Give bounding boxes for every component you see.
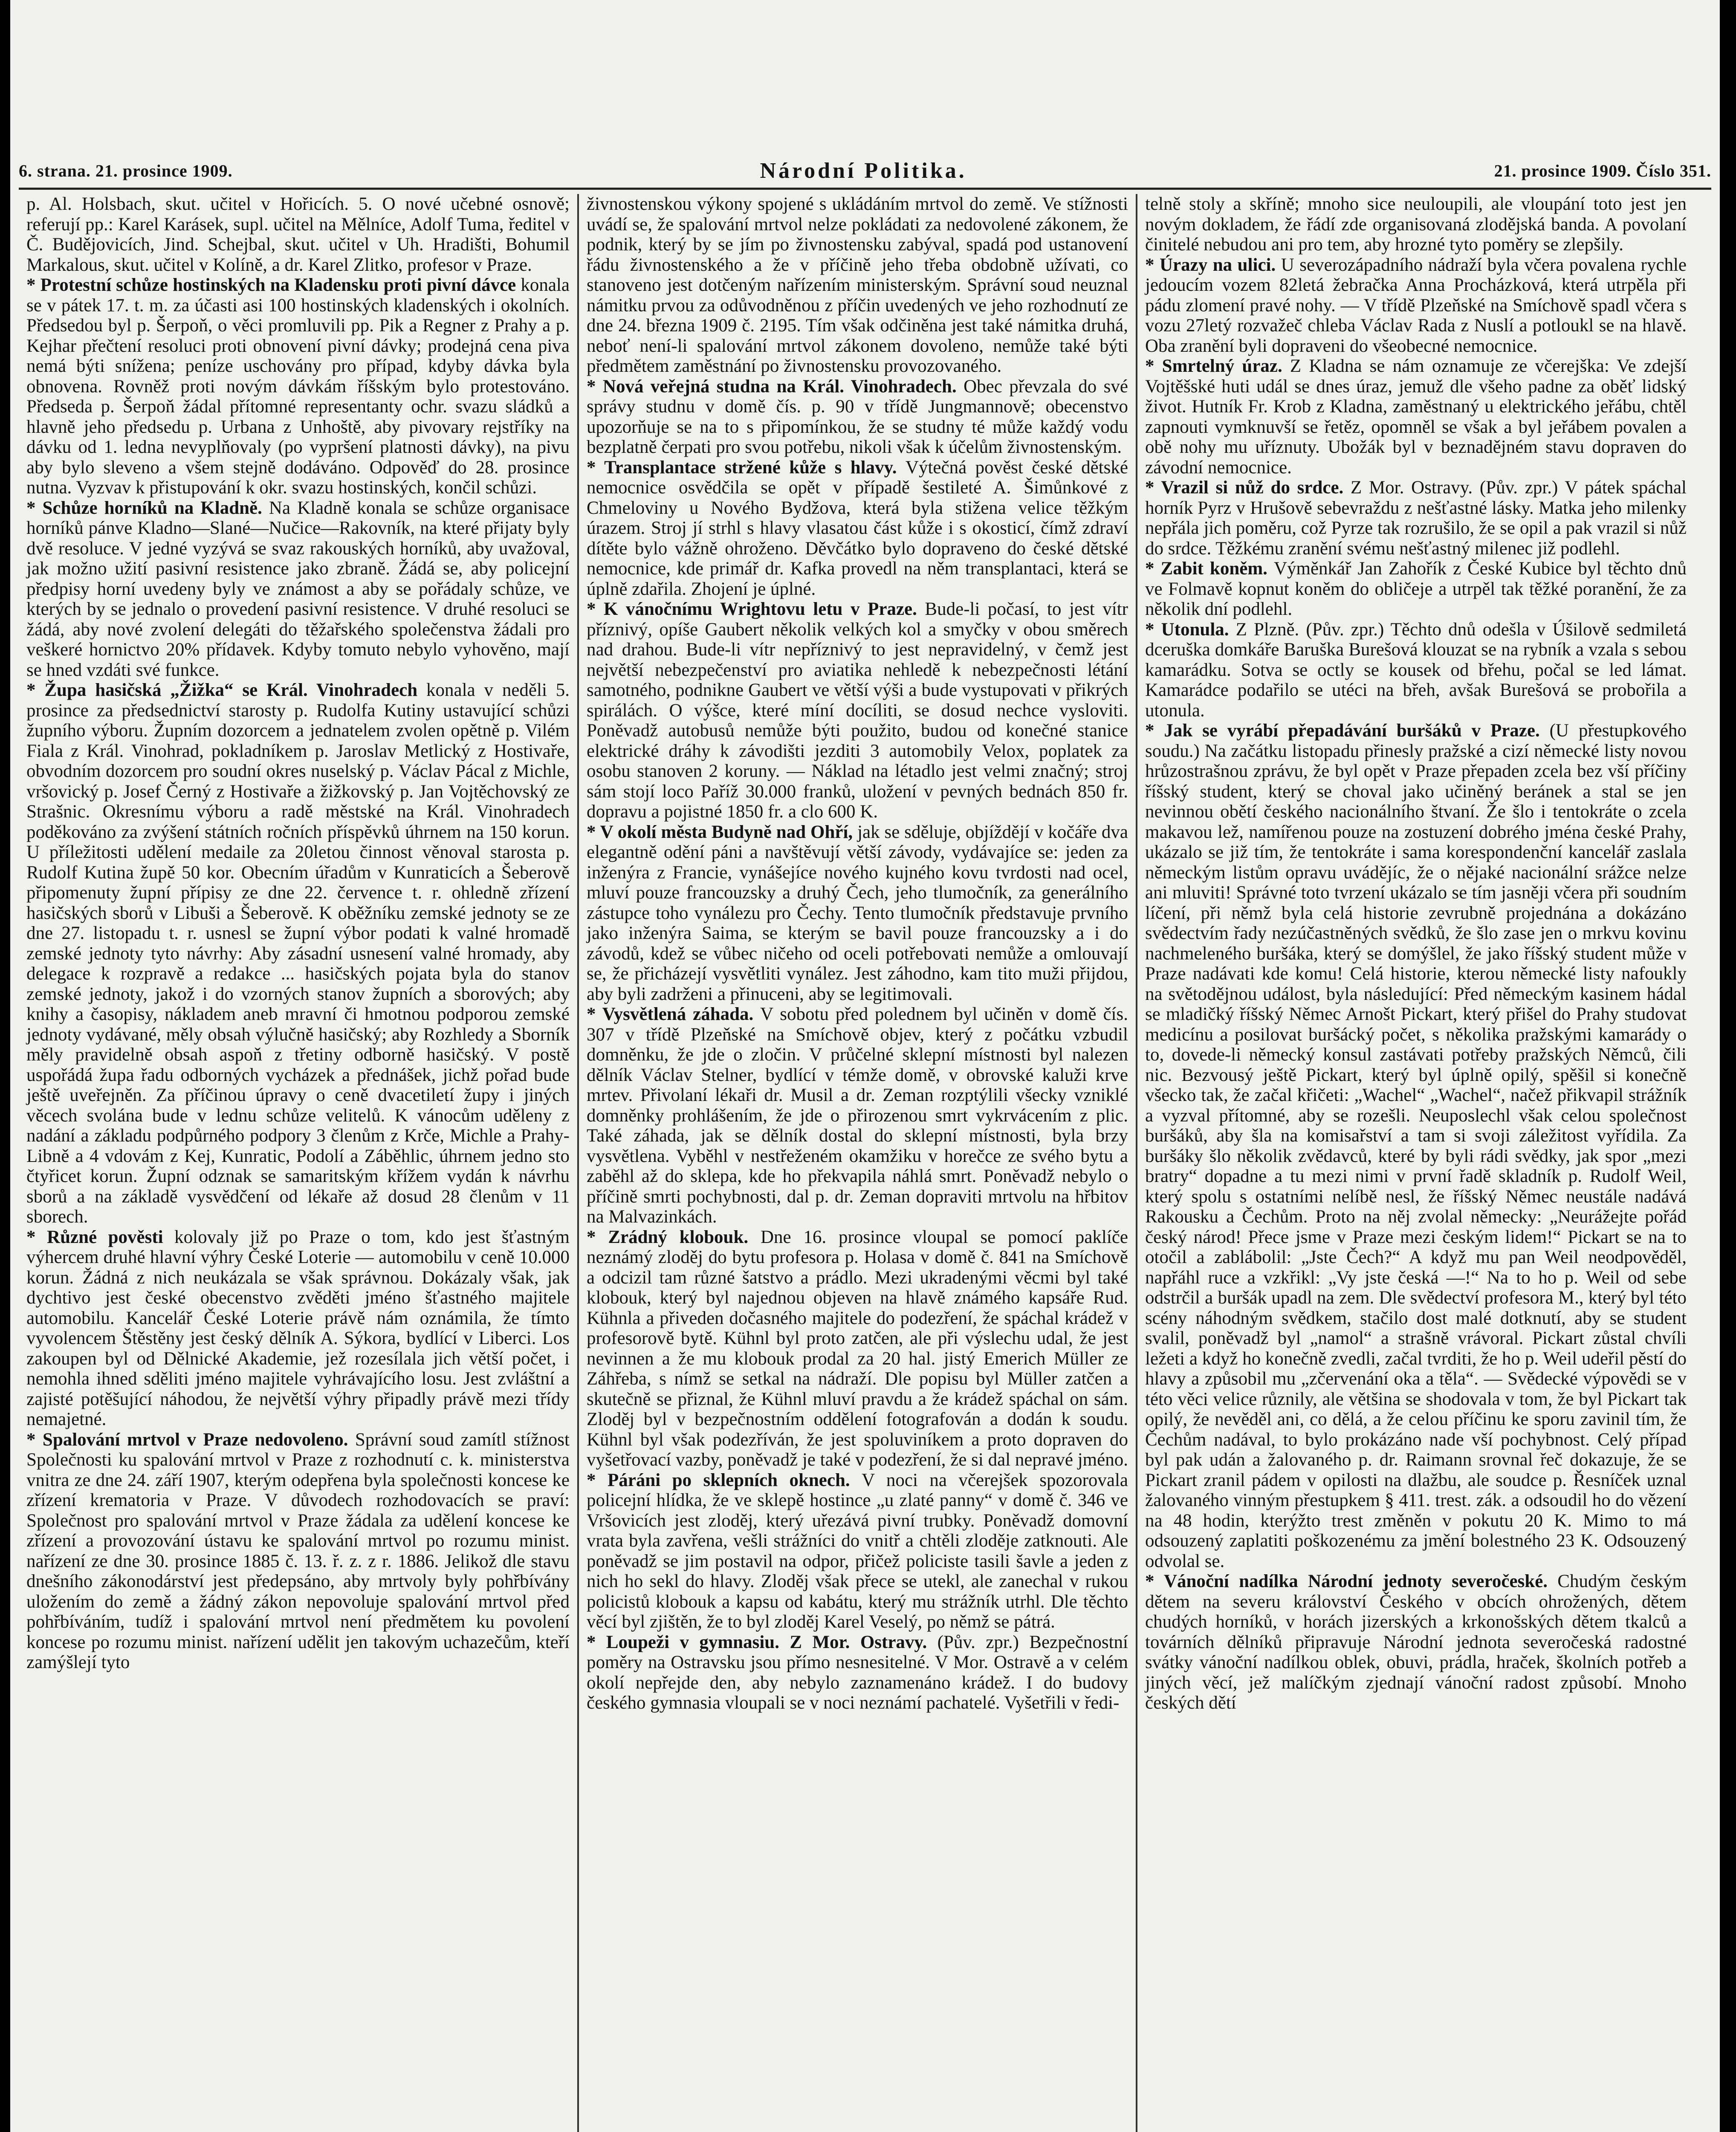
article-paragraph [1145,559,1687,620]
article-paragraph [1145,194,1687,255]
article-headline: * Schůze horníků na Kladně. [26,498,269,518]
article-paragraph [587,1470,1128,1632]
article-paragraph [26,1227,570,1430]
article-headline: * Spalování mrtvol v Praze nedovoleno. [26,1429,355,1450]
article-paragraph [26,275,570,498]
article-paragraph [1145,356,1687,478]
article-text: Obec převzala do své správy studnu v domě čís. p. 90 v třídě Jungmannově; obecenstvo upozorňuje se na to s připomínkou, že se studny té může každý vodu bezplatně čerpati pro svou potřebu, nikoli však k účelům živnostenským. [587,376,1128,457]
article-headline: * Župa hasičská „Žižka“ se Král. Vinohradech [26,680,427,700]
article-paragraph [587,458,1128,600]
article-paragraph [587,377,1128,458]
article-paragraph [1145,255,1687,356]
article-columns [19,194,1711,2132]
article-text: V sobotu před polednem byl učiněn v domě čís. 307 v třídě Plzeňské na Smíchově objev, který z počátku vzbudil domněnku, že jde o zločin. V průčelné sklepní místnosti byl nalezen dělník Václav Stelner, bydlící v témže domě, v obrovské kaluži krve mrtev. Přivolaní lékaři dr. Musil a dr. Zeman rozptýlili všecky vzniklé domněnky prohlášením, že jde o přirozenou smrt vykrvácením z plic. Také záhada, jak se dělník dostal do sklepní místnosti, byla brzy vysvětlena. Vyběhl v nestřeženém okamžiku v horečce ze svého bytu a zaběhl až do sklepa, kde ho překvapila náhlá smrt. Poněvadž nebylo o příčině smrti pochybnosti, dal p. dr. Zeman dopraviti mrtvolu na hřbitov na Malvazinkách. [587,1004,1128,1227]
article-text: telně stoly a skříně; mnoho sice neuloupili, ale vloupání toto jest jen novým dokladem, že řádí zde organisovaná zlodějská banda. A povolaní činitelé nebudou ani pro tem, aby hrozné tyto poměry se zlepšily. [1145,194,1687,255]
article-paragraph [587,822,1128,1005]
article-text: kolovaly již po Praze o tom, kdo jest šťastným výhercem druhé hlavní výhry České Loterie — automobilu v ceně 10.000 korun. Žádná z nich neukázala se však správnou. Dokázaly však, jak dychtivo jest české obecenstvo zvěděti jméno šťastného majitele automobilu. Kancelář České Loterie právě nám oznámila, že tímto vyvolencem Štěstěny jest český dělník A. Sýkora, bydlící v Liberci. Los zakoupen byl od Dělnické Akademie, jež rozesílala jich větší počet, i nemohla ihned sděliti jméno majitele vyhrávajícího losu. Jest zvláštní a zajisté potěšující náhodou, že největší výhry připadly právě mezi třídy nemajetné. [26,1227,570,1429]
article-headline: * Utonula. [1145,619,1236,640]
masthead-title: Národní Politika. [760,158,967,183]
article-paragraph [1145,1571,1687,1713]
article-paragraph [587,194,1128,377]
article-paragraph [1145,721,1687,1571]
article-paragraph [1145,620,1687,721]
article-text: Z Plzně. (Pův. zpr.) Těchto dnů odešla v Úšilově sedmiletá dceruška domkáře Baruška Burešová klouzat se na rybník a vzala s sebou kamarádku. Sotva se octly se kousek od břehu, počal se led lámat. Kamarádce podařilo se utéci na břeh, avšak Burešová se probořila a utonula. [1145,619,1687,721]
article-headline: * V okolí města Budyně nad Ohří, [587,822,858,842]
article-paragraph [26,1430,570,1673]
article-paragraph [1145,478,1687,559]
article-headline: * K vánočnímu Wrightovu letu v Praze. [587,599,925,619]
column-3 [1136,194,1694,2132]
article-headline: * Vrazil si nůž do srdce. [1145,478,1351,498]
article-paragraph [587,1227,1128,1470]
article-headline: * Vysvětlená záhada. [587,1004,761,1024]
article-headline: * Různé pověsti [26,1227,175,1247]
header-date-left: 6. strana. 21. prosince 1909. [19,161,233,180]
article-paragraph [587,1004,1128,1227]
article-text: Z Kladna se nám oznamuje ze včerejška: Ve zdejší Vojtěšské huti udál se dnes úraz, jemuž dle všeho padne za oběť lidský život. Hutník Fr. Krob z Kladna, zaměstnaný u elektrického jeřábu, chtěl zapnouti vymknuvší se řetěz, opomněl se však a byl jeřábem povalen a obě nohy mu uříznuty. Ubožák byl v beznadějném stavu dopraven do závodní nemocnice. [1145,356,1687,478]
article-text: U severozápadního nádraží byla včera povalena rychle jedoucím vozem 82letá žebračka Anna Procházková, která utrpěla při pádu zlomení pravé nohy. — V třídě Plzeňské na Smíchově spadl včera s vozu 27letý rozvažeč chleba Václav Rada z Nuslí a potloukl se na hlavě. Oba zranění byli dopraveni do všeobecné nemocnice. [1145,255,1687,356]
article-text: (U přestupkového soudu.) Na začátku listopadu přinesly pražské a cizí německé listy novou hrůzostrašnou zprávu, že byl opět v Praze přepaden zcela bez vší příčiny říšský student, který se choval jako učiněný beránek a stal se jen nevinnou obětí českého nacionálního štvaní. Že šlo i tentokráte o zcela makavou lež, namířenou pouze na zostuzení dobrého jména české Prahy, ukázalo se již tím, že tentokráte i sama korespondenční kancelář zaslala německým listům opravu uvádějíc, že o nějaké nacionální srážce nelze ani mluviti! Správné toto tvrzení ukázalo se tím jasněji včera při soudním líčení, při němž byla celá historie zevrubně projednána a dokázáno svědectvím řady nezúčastněných svědků, že šlo zase jen o mrkvu kovinu nachmeleného buršáka, který se domýšlel, že jako říšský student může v Praze nadávati kde komu! Celá historie, kterou německé listy nafoukly na světodějnou událost, byla následující: Před německým kasinem hádal se mladičký říšský Němec Arnošt Pickart, který přišel do Prahy studovat medicínu a posilovat buršácký počet, s několika pražskými kamarády o to, dovede-li německý konsul zastávati potřeby pražských Němců, čili nic. Bezvousý ještě Pickart, který byl úplně opilý, spěšil si konečně všecko tak, že začal křičeti: „Wachel“ „Wachel“, načež přikvapil strážník a vyzval přítomné, aby se rozešli. Neuposlechl však celou společnost buršáků, aby šla na komisařství a tam si svoji záležitost vyřídila. Za buršáky šlo několik zvědavců, které by byli rádi svědky, jak spor „mezi bratry“ dopadne a tu mezi nimi v první řadě skladník p. Rudolf Weil, který spolu s ostatními nelíbě nesl, že říšský Němec neustále nadává Rakousku a Čechům. Proto na něj zvolal německy: „Neurážejte pořád český národ! Přece jsme v Praze mezi českým lidem!“ Pickart se na to otočil a zablábolil: „Jste Čech?“ A když mu pan Weil neodpověděl, napřáhl ruce a vzkřikl: „Vy jste česká —!“ Na to ho p. Weil od sebe odstrčil a buršák upadl na zem. Dle svědectví profesora M., který byl této scény náhodným svědkem, stačilo dost malé dotknutí, aby se student svalil, poněvadž byl „namol“ a strašně vrávoral. Pickart zůstal chvíli ležeti a když ho konečně zvedli, začal tvrditi, že ho p. Weil udeřil pěstí do hlavy a způsobil mu „zčervenání oka a těla“. — Svědecké výpovědi se v této věci velice různily, ale většina se shodovala v tom, že byl Pickart tak opilý, že nevěděl ani, co dělá, a že celou příčinu ke sporu zavinil tím, že Čechům nadával, to bylo prokázáno nade vší pochybnost. Celý případ byl pak udán a žalovaného p. dr. Raimann srovnal řeč dokazuje, že se Pickart zranil pádem v opilosti na dlažbu, ale soudce p. Řesníček uznal žalovaného vinným přestupkem § 411. trest. zák. a odsoudil ho do vězení na 48 hodin, kterýžto trest změněn v pokutu 20 K. Mimo to má odsouzený zaplatiti poškozenému za jmění bolestného 23 K. Odsouzený odvolal se. [1145,721,1687,1571]
article-text: (Pův. zpr.) Bezpečnostní poměry na Ostravsku jsou přímo nesnesitelné. V Mor. Ostravě a v celém okolí nepřejde den, aby nebylo zaznamenáno krádež. I do budovy českého gymnasia vloupali se v noci neznámí pachatelé. Vyšetřili v ředi- [587,1632,1128,1713]
article-text: Správní soud zamítl stížnost Společnosti ku spalování mrtvol v Praze z rozhodnutí c. k. ministerstva vnitra ze dne 24. září 1907, kterým odepřena byla společnosti koncese ke zřízení krematoria v Praze. V důvodech rozhodovacích se praví: Společnost pro spalování mrtvol v Praze žádala za udělení koncese ke zřízení a provozování ústavu ke spalování mrtvol po rozumu minist. nařízení ze dne 30. prosince 1885 č. 13. ř. z. z r. 1886. Jelikož dle stavu dnešního zákonodárství jest předepsáno, aby mrtvoly byly pohřbívány uložením do země a žádný zákon nepovoluje spalování mrtvol před pohřbíváním, tudíž i spalování mrtvol není předmětem ku povolení koncese po rozumu minist. nařízení udělit jen takovým uchazečům, kteří zamýšlejí tyto [26,1429,570,1672]
article-headline: * Nová veřejná studna na Král. Vinohradech. [587,376,964,397]
article-text: jak se sděluje, objíždějí v kočáře dva elegantně odění páni a navštěvují větší závody, vydávajíce se: jeden za inženýra z Francie, vynášejíce nového kujného kovu tvrdosti nad ocel, mluví pouze francouzsky a druhý Čech, jeho tlumočník, za generálního zástupce toho vynálezu pro Čechy. Tento tlumočník představuje prvního jako inženýra Saima, se kterým se bavil pouze francouzsky a i do závodů, kdež se vůbec ničeho od oceli potřebovati nemůže a omlouvají se, že přicházejí vysvětliti vynález. Jest záhodno, kam tito muži přijdou, aby byli zadrženi a přinuceni, aby se legitimovali. [587,822,1128,1004]
article-text: Z Mor. Ostravy. (Pův. zpr.) V pátek spáchal horník Pyrz v Hrušově sebevraždu z nešťastné lásky. Matka jeho milenky nepřála jich poměru, což Pyrze tak rozrušilo, že se opil a pak vrazil si nůž do srdce. Těžkému zranění svému nešťastný milenec již podlehl. [1145,478,1687,559]
article-headline: * Zabit koněm. [1145,559,1274,579]
column-1 [19,194,577,2132]
article-text: Na Kladně konala se schůze organisace horníků pánve Kladno—Slané—Nučice—Rakovník, na které přijaty byly dvě resoluce. V jedné vyzývá se svaz rakouských horníků, aby uvažoval, jak možno užití pasivní resistence jako zbraně. Žádá se, aby policejní předpisy horní uvedeny byly ve známost a aby se pořádaly schůze, ve kterých by se jednalo o provedení pasivní resistence. V druhé resoluci se žádá, aby nové zvolení delegáti do těžařského společenstva žádali pro veškeré hornictvo 20% přídavek. Kdyby tomuto nebylo vyhověno, mají se hned vzdáti své funkce. [26,498,570,680]
article-text: živnostenskou výkony spojené s ukládáním mrtvol do země. Ve stížnosti uvádí se, že spalování mrtvol nelze pokládati za nedovolené zákonem, že podnik, který by se jím po živnostensku zabýval, spadá pod ustanovení řádu živnostenského a že v příčině jeho třeba obdobně užívati, co stanoveno jest dotčeným nařízením ministerským. Správní soud neuznal námitku prvou za odůvodněnou z příčin uvedených ve jeho rozhodnutí ze dne 24. března 1909 č. 2195. Tím však odčiněna jest také námitka druhá, neboť není-li spalování mrtvol zákonem dovoleno, nemůže také býti předmětem zaměstnání po živnostensku provozovaného. [587,194,1128,376]
article-paragraph [587,1632,1128,1713]
article-headline: * Transplantace stržené kůže s hlavy. [587,457,906,478]
header-date-right: 21. prosince 1909. Číslo 351. [1494,161,1711,180]
article-text: V noci na včerejšek spozorovala policejní hlídka, že ve sklepě hostince „u zlaté panny“ v domě č. 346 ve Vršovicích jest zloděj, který uřezává pivní trubky. Poněvadž domovní vrata byla zavřena, vešli strážníci do vnitř a chtěli zloděje zatknouti. Ale poněvadž se jim postavil na odpor, přičež policiste tasili šavle a jeden z nich ho sekl do hlavy. Zloděj však přece se utekl, ale zanechal v rukou policistů klobouk a kapsu od kabátu, který mu strážník utrhl. Dle těchto věcí byl zjištěn, že to byl zloděj Karel Veselý, po němž se pátrá. [587,1470,1128,1632]
article-headline: * Vánoční nadílka Národní jednoty severočeské. [1145,1571,1558,1591]
article-headline: * Páráni po sklepních oknech. [587,1470,862,1490]
article-text: p. Al. Holsbach, skut. učitel v Hořicích. 5. O nové učebné osnově; referují pp.: Karel Karásek, supl. učitel na Mělníce, Adolf Tuma, ředitel v Č. Budějovicích, Jind. Schejbal, skut. učitel v Uh. Hradišti, Bohumil Markalous, skut. učitel v Kolíně, a dr. Karel Zlitko, profesor v Praze. [26,194,570,275]
article-paragraph [26,498,570,681]
newspaper-page [10,0,1720,2132]
article-text: konala se v pátek 17. t. m. za účasti asi 100 hostinských kladenských i okolních. Předsedou byl p. Šerpoň, o věci promluvili pp. Pik a Regner z Prahy a p. Kejhar přečtení resoluci proti obnovení pivní dávky; prodejná cena piva nemá býti snížena; peníze uschovány pro případ, kdyby dávka byla obnovena. Rovněž proti novým dávkám říšským bylo protestováno. Předseda p. Šerpoň žádal přítomné representanty ochr. svazu sládků a hlavně jeho předsedu p. Urbana z Unhoště, aby pivovary rejstříky na dávku od 1. ledna nevyplňovaly (po vypršení platnosti dávky), na pivu aby bylo sleveno a všem stejně dodáváno. Odpověď do 28. prosince nutna. Vyzvav k přistupování k okr. svazu hostinských, končil schůzi. [26,275,570,498]
article-text: Dne 16. prosince vloupal se pomocí paklíče neznámý zloděj do bytu profesora p. Holasa v domě č. 841 na Smíchově a odcizil tam různé šatstvo a prádlo. Mezi ukradenými věcmi byl také klobouk, který byl najednou objeven na hlavě známého kapsáře Rud. Kühnla a přiveden dočasného majitele do podezření, že spáchal krádež v profesorově bytě. Kühnl byl proto zatčen, ale při výslechu udal, že jest nevinnen a že mu klobouk prodal za 20 hal. jistý Emerich Müller ze Záhřeba, s nímž se setkal na nádraží. Dle popisu byl Müller zatčen a skutečně se přiznal, že Kühnl mluví pravdu a že krádež spáchal on sám. Zloděj byl v bezpečnostním oddělení fotografován a dodán k soudu. Kühnl byl však podezříván, že jest spoluviníkem a proto dopraven do vyšetřovací vazby, poněvadž je také v podezření, že si dal nepravé jméno. [587,1227,1128,1470]
column-2 [577,194,1136,2132]
article-text: Výměnkář Jan Zahořík z České Kubice byl těchto dnů ve Folmavě kopnut koněm do obličeje a utrpěl tak těžké poranění, že za několik dní podlehl. [1145,559,1687,619]
article-paragraph [587,599,1128,822]
article-headline: * Smrtelný úraz. [1145,356,1290,376]
article-text: Bude-li počasí, to jest vítr příznivý, opíše Gaubert několik velkých kol a smyčky v obou směrech nad drahou. Bude-li vítr nepříznivý to jest nepravidelný, v čemž jest největší nebezpečenství pro aviatika nehledě k nebezpečnosti létání samotného, podnikne Gaubert ve větší výši a bude vystupovati v přikrých spirálách. O výšce, které míní docíliti, se dosud nechce vysloviti. Poněvadž autobusů nemůže býti použito, budou od konečné stanice elektrické dráhy k závodišti jezditi 3 automobily Velox, poplatek za osobu stanoven 2 koruny. — Náklad na létadlo jest velmi značný; stroj sám stojí loco Paříž 30.000 franků, uložení v pevných bednách 850 fr. dopravu a pojistné 1850 fr. a clo 600 K. [587,599,1128,822]
article-headline: * Jak se vyrábí přepadávání buršáků v Praze. [1145,721,1550,741]
article-text: Chudým českým dětem na severu království Českého v obcích ohrožených, dětem chudých horníků, v horách jizerských a krkonošských dětem tkalců a továrních dělníků připravuje Národní jednota severočeská radostné svátky vánoční nadílkou oblek, obuvi, prádla, hraček, školních potřeb a jiných věcí, jež malíčkým zjednají vánoční radost způsobí. Mnoho českých dětí [1145,1571,1687,1713]
article-headline: * Úrazy na ulici. [1145,255,1281,275]
page-header [19,154,1711,190]
article-headline: * Loupeži v gymnasiu. Z Mor. Ostravy. [587,1632,937,1652]
article-headline: * Zrádný klobouk. [587,1227,761,1247]
article-text: konala v neděli 5. prosince za předsednictví starosty p. Rudolfa Kutiny ustavující schůzi župního výboru. Župním dozorcem a jednatelem zvolen opětně p. Vilém Fiala z Král. Vinohrad, pokladníkem p. Jaroslav Metlický z Hostivaře, obvodním dozorcem pro soudní okres nuselský p. Václav Pácal z Michle, vršovický p. Josef Černý z Hostivaře a žižkovský p. Jan Vojtěchovský ze Strašnic. Okresnímu výboru a radě městské na Král. Vinohradech poděkováno za zvýšení státních ročních příspěvků úhrnem na 150 korun. U příležitosti udělení medaile za 20letou činnost věnoval starosta p. Rudolf Kutina župě 50 kor. Obecním úřadům v Kunraticích a Šeberově připomenuty župní přípisy ze dne 22. července t. r. ohledně zřízení hasičských sborů v Libuši a Šeberově. K oběžníku zemské jednoty se ze dne 27. listopadu t. r. usnesl se župní výbor podati k valné hromadě zemské jednoty tyto návrhy: Aby zásadní usnesení valné hromady, aby delegace k rozpravě a redakce ... hasičských pojata byla do stanov zemské jednoty, jakož i do vzorných stanov župních a sborových; aby knihy a časopisy, nákladem aneb mravní či hmotnou podporou zemské jednoty vydávané, měly obsah výlučně hasičský; aby Rozhledy a Sborník měly pravidelně obsah aspoň z třetiny odborně hasičský. V postě uspořádá župa řadu odborných vycházek a přednášek, jichž pořad bude ještě uveřejněn. Za příčinou úpravy o ceně dvacetiletí župy i jiných věcech svolána bude v lednu schůze velitelů. K vánocům uděleny z nadání a základu podpůrného podpory 3 členům z Krče, Michle a Prahy-Libně a 4 vdovám z Kej, Kunratic, Podolí a Záběhlic, úhrnem jedno sto čtyřicet korun. Župní odznak se samaritským křížem vydán k návrhu sborů a na základě vysvědčení od lékaře až dosud 28 členům v 11 sborech. [26,680,570,1227]
article-paragraph [26,194,570,275]
article-headline: * Protestní schůze hostinských na Kladensku proti pivní dávce [26,275,521,295]
article-paragraph [26,680,570,1227]
article-text: Výtečná pověst české dětské nemocnice osvědčila se opět v případě šestileté A. Šimůnkové z Chmeloviny u Nového Bydžova, která byla stižena velice těžkým úrazem. Stroj jí strhl s hlavy vlasatou část kůže i s okosticí, čímž zdraví dítěte bylo vážně ohroženo. Děvčátko bylo dopraveno do české dětské nemocnice, kde primář dr. Kafka provedl na něm transplantaci, která se úplně zdařila. Zhojení je úplné. [587,457,1128,599]
